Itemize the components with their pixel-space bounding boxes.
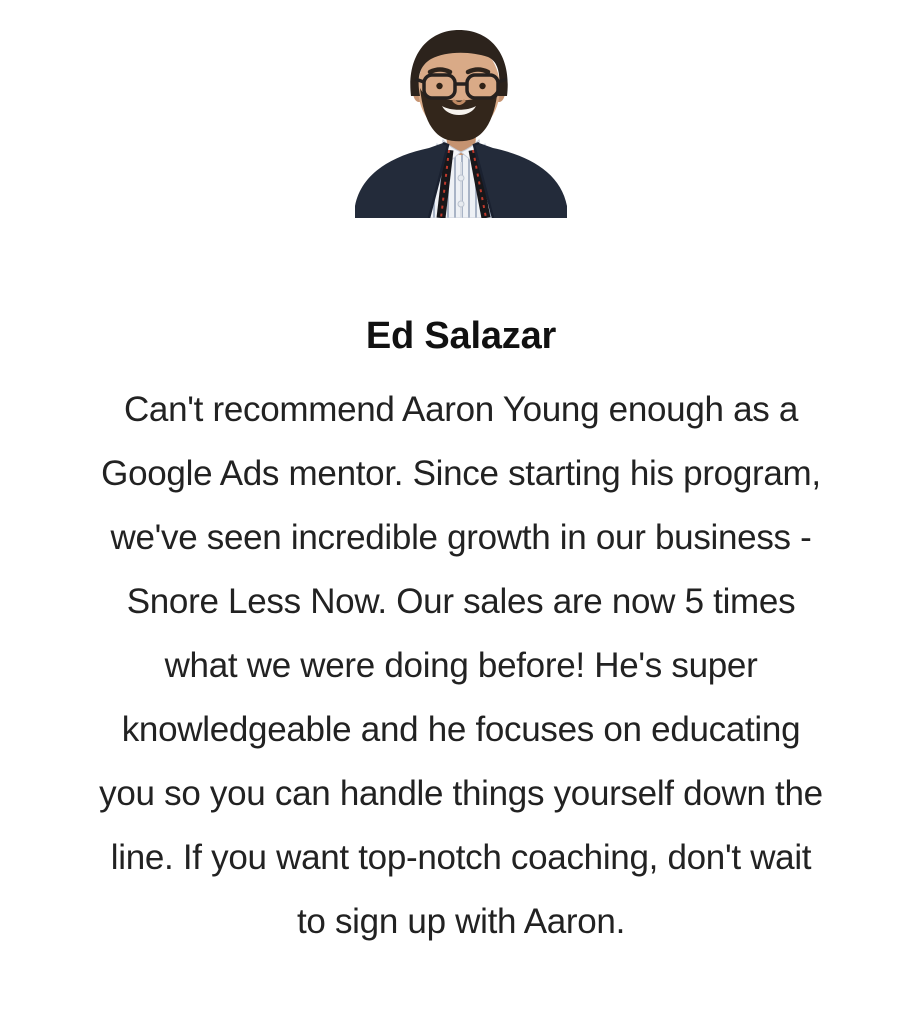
testimonial-photo <box>353 28 569 218</box>
portrait-illustration <box>353 28 569 218</box>
testimonial-quote-text: Can't recommend Aaron Young enough as a Google Ads mentor. Since starting his program, we've seen incredible growth in our business - Snore Less Now. Our sales are now 5 times what we were doing before! He's super knowledgeable and he focuses on educating you so you can handle things yourself down the line. If you want top-notch coaching, don't wait to sign up with Aaron. <box>99 390 823 941</box>
testimonial-author-name: Ed Salazar <box>365 315 557 357</box>
